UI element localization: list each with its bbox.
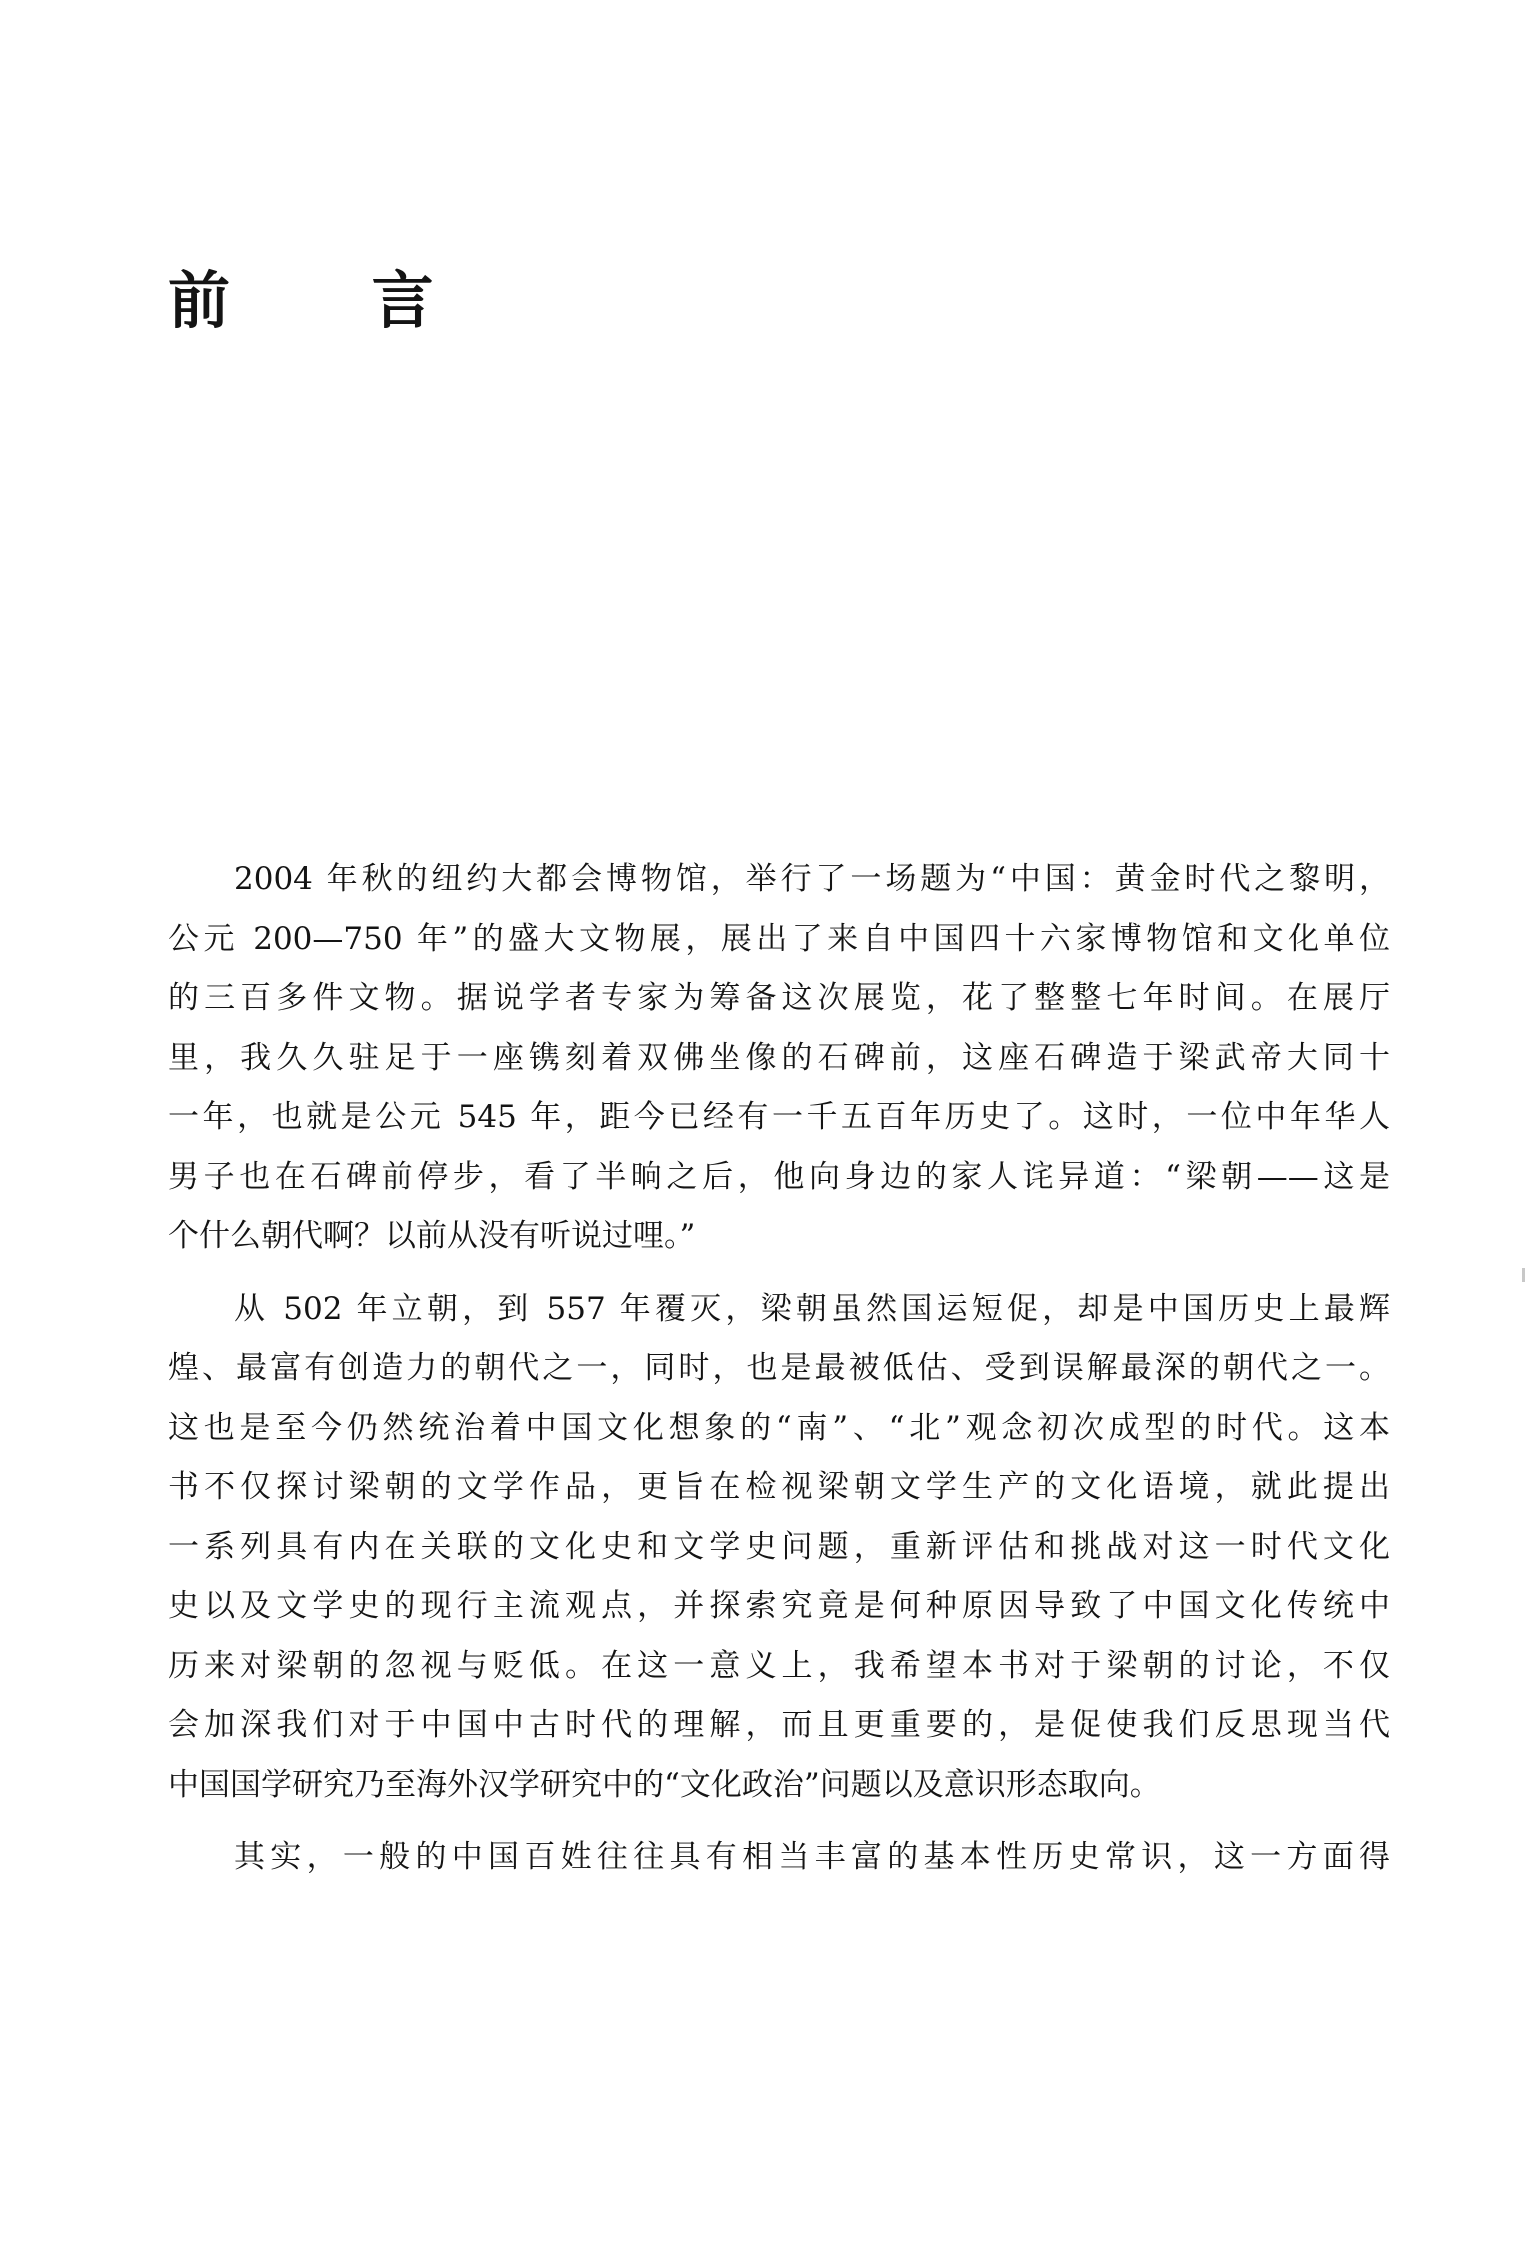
paragraph-line: 这也是至今仍然统治着中国文化想象的“南”、“北”观念初次成型的时代。这本: [168, 1409, 1390, 1446]
paragraph-line: 其实，一般的中国百姓往往具有相当丰富的基本性历史常识，这一方面得: [234, 1839, 1390, 1875]
paragraph-line: 里，我久久驻足于一座镌刻着双佛坐像的石碑前，这座石碑造于梁武帝大同十: [168, 1039, 1390, 1076]
scan-edge-mark: [1522, 1268, 1525, 1282]
paragraph-line: 2004 年秋的纽约大都会博物馆，举行了一场题为“中国：黄金时代之黎明，: [234, 861, 1390, 897]
chapter-title: 前 言: [168, 264, 494, 337]
paragraph-line: 从 502 年立朝，到 557 年覆灭，梁朝虽然国运短促，却是中国历史上最辉: [234, 1290, 1390, 1327]
paragraph-line: 煌、最富有创造力的朝代之一，同时，也是最被低估、受到误解最深的朝代之一。: [168, 1350, 1390, 1386]
paragraph-3: [168, 1828, 1390, 1888]
paragraph-line: 会加深我们对于中国中古时代的理解，而且更重要的，是促使我们反思现当代: [168, 1707, 1390, 1743]
paragraph-line: 书不仅探讨梁朝的文学作品，更旨在检视梁朝文学生产的文化语境，就此提出: [168, 1469, 1390, 1505]
paragraph-spacing: [168, 1815, 1390, 1828]
paragraph-line: 公元 200—750 年”的盛大文物展，展出了来自中国四十六家博物馆和文化单位: [168, 920, 1390, 957]
paragraph-line: 一系列具有内在关联的文化史和文学史问题，重新评估和挑战对这一时代文化: [168, 1528, 1390, 1565]
paragraph-line: 历来对梁朝的忽视与贬低。在这一意义上，我希望本书对于梁朝的讨论，不仅: [168, 1647, 1390, 1684]
paragraph-line: 男子也在石碑前停步，看了半晌之后，他向身边的家人诧异道：“梁朝——这是: [168, 1158, 1390, 1195]
body-text: [168, 850, 1390, 1888]
paragraph-line: 史以及文学史的现行主流观点，并探索究竟是何种原因导致了中国文化传统中: [168, 1588, 1390, 1624]
paragraph-line: 个什么朝代啊？以前从没有听说过哩。”: [168, 1218, 696, 1254]
paragraph-spacing: [168, 1267, 1390, 1280]
paragraph-line: 的三百多件文物。据说学者专家为筹备这次展览，花了整整七年时间。在展厅: [168, 980, 1390, 1016]
paragraph-2: [168, 1280, 1390, 1816]
paragraph-line: 一年，也就是公元 545 年，距今已经有一千五百年历史了。这时，一位中年华人: [168, 1099, 1390, 1135]
paragraph-1: [168, 850, 1390, 1267]
paragraph-line: 中国国学研究乃至海外汉学研究中的“文化政治”问题以及意识形态取向。: [168, 1766, 1161, 1803]
